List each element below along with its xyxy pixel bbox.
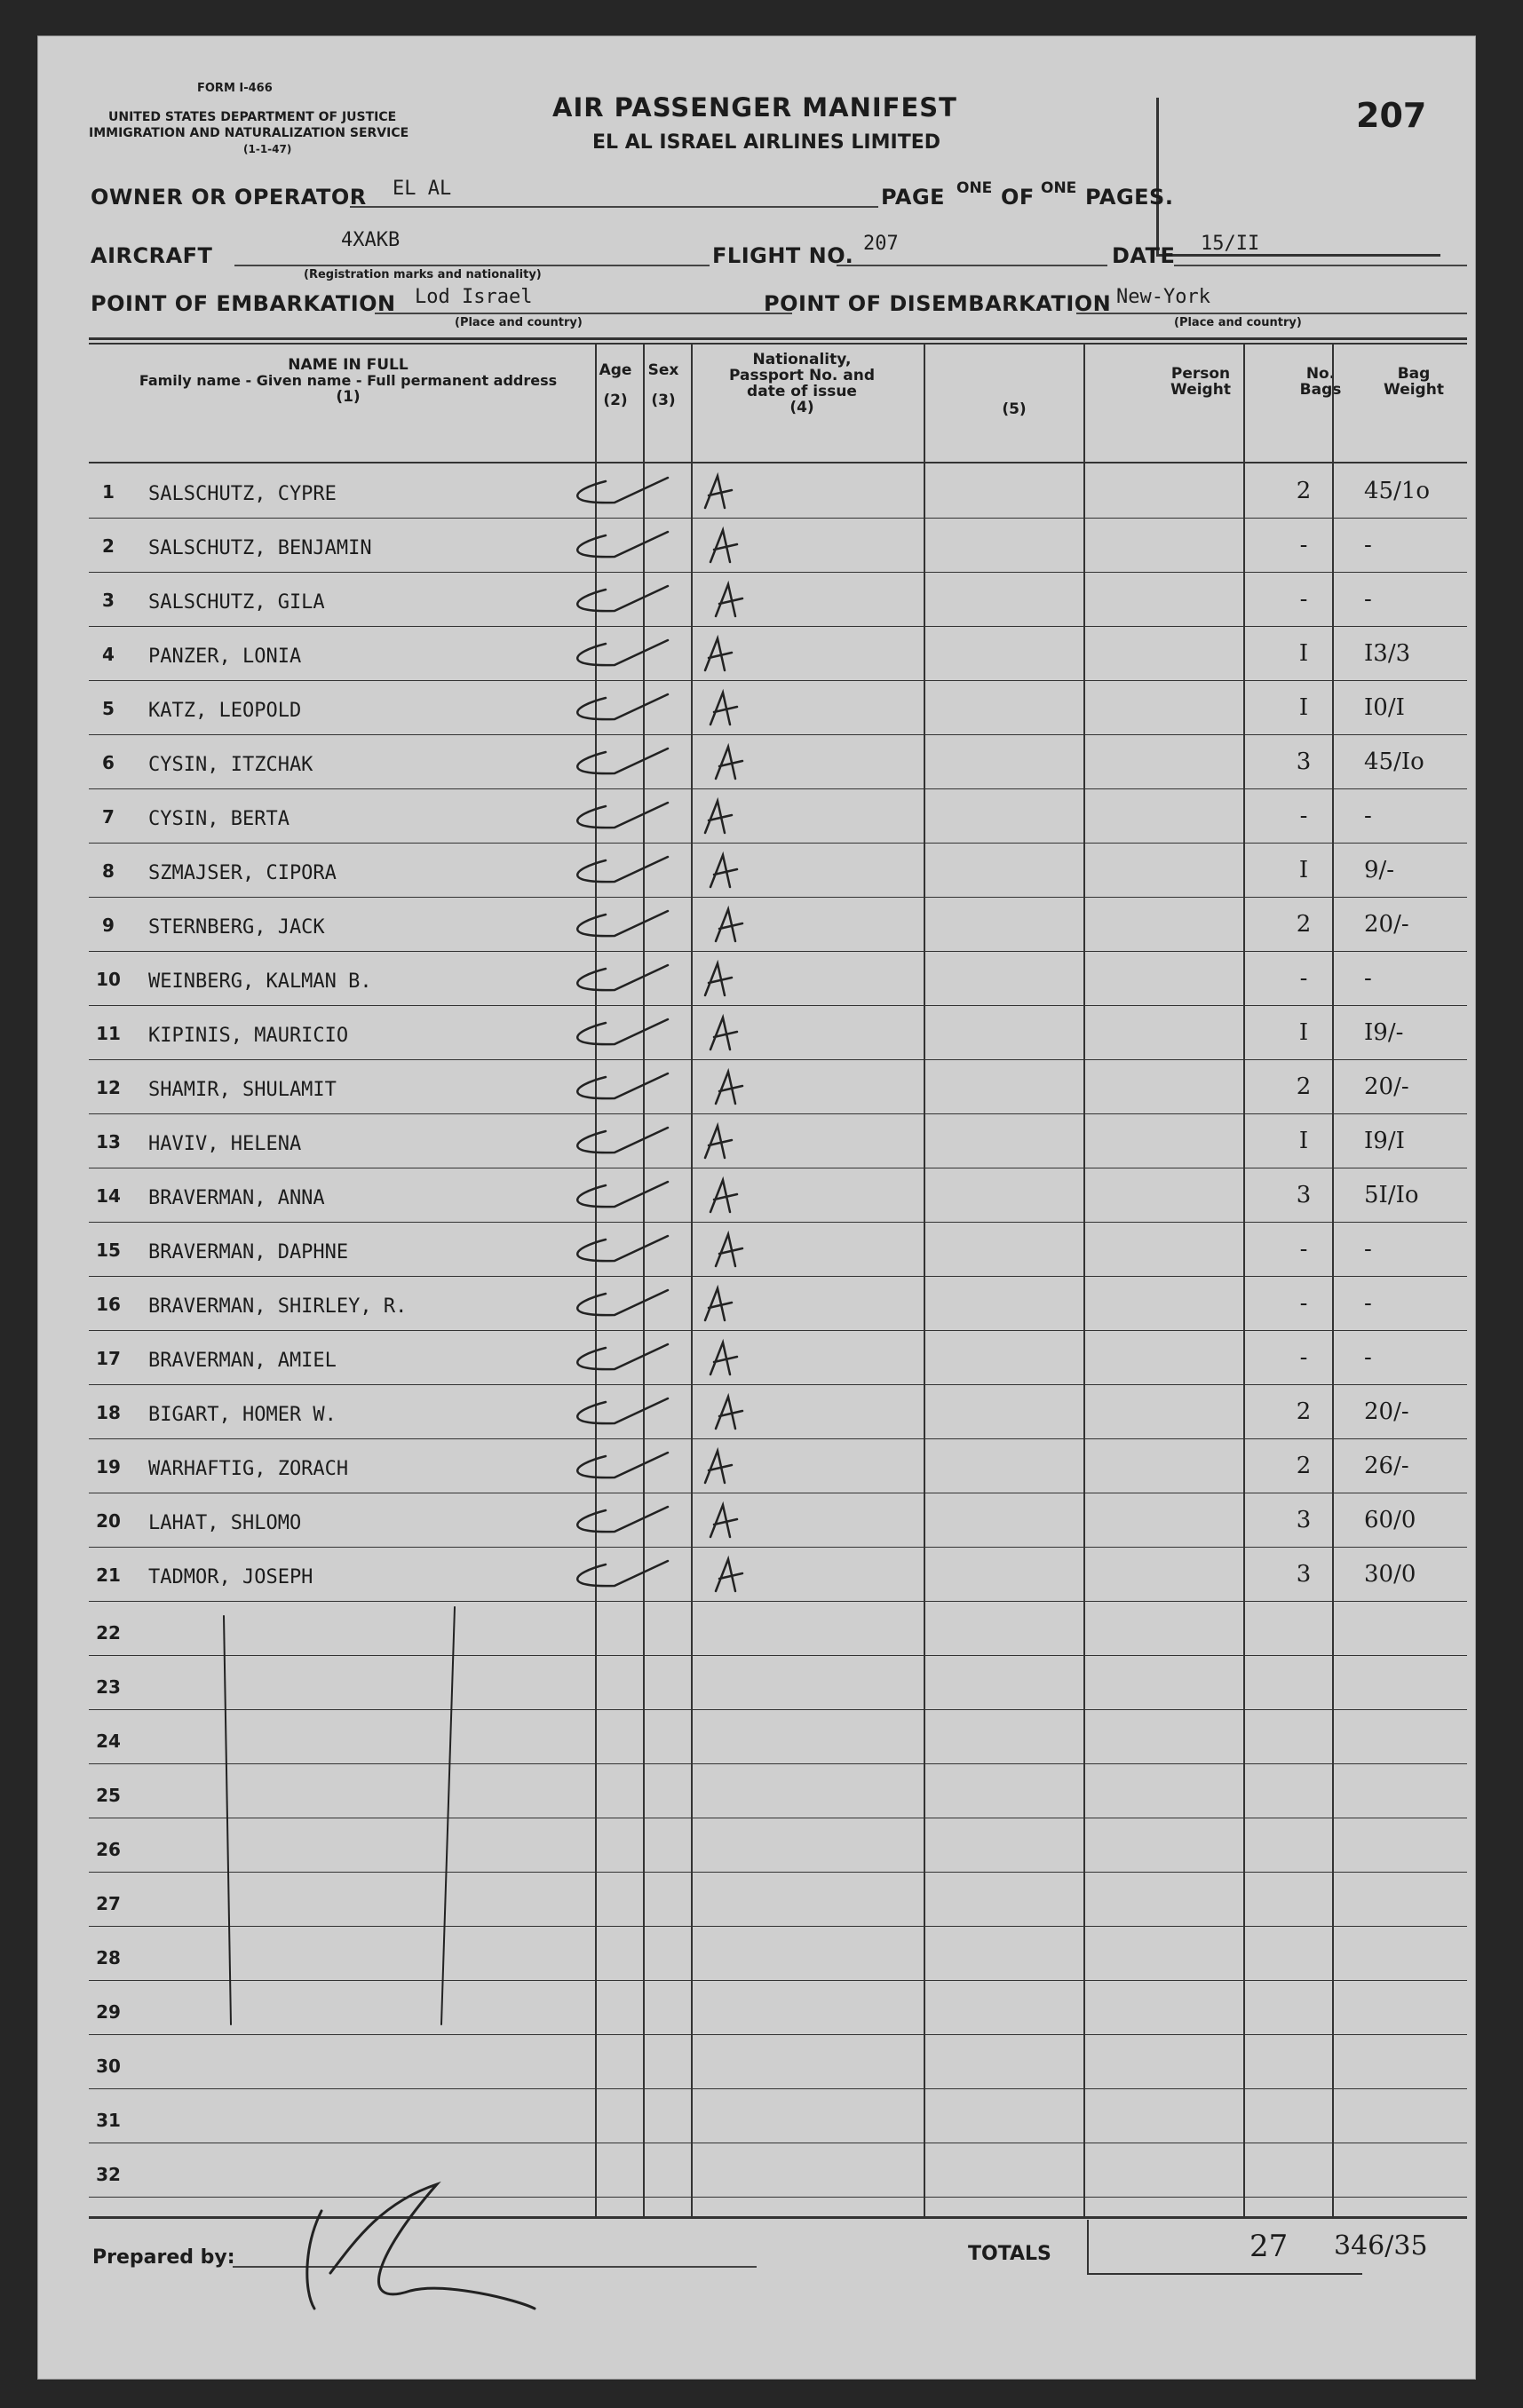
- person-weight-header: Person: [1170, 365, 1231, 383]
- nationality-mark: [716, 1072, 742, 1104]
- nationality-mark: [710, 1343, 737, 1374]
- row-number: 10: [96, 969, 121, 990]
- row-number: 9: [102, 915, 115, 936]
- total-bag-weight: 346/35: [1334, 2230, 1428, 2261]
- nationality-mark: [716, 747, 742, 779]
- bag-weight: 45/1o: [1364, 478, 1431, 504]
- bag-weight: -: [1364, 1290, 1372, 1317]
- nationality-col-header: Nationality,: [752, 351, 852, 368]
- row-number: 21: [96, 1564, 121, 1586]
- bag-count: I: [1298, 640, 1309, 667]
- row-number: 22: [96, 1622, 121, 1644]
- passenger-name: SHAMIR, SHULAMIT: [148, 1079, 337, 1101]
- bag-count: -: [1299, 1290, 1308, 1317]
- row-number: 17: [96, 1348, 121, 1369]
- bag-count: 2: [1296, 1073, 1312, 1100]
- nationality-mark: [710, 1018, 737, 1050]
- row-number: 32: [96, 2164, 121, 2185]
- passenger-name: CYSIN, BERTA: [148, 808, 290, 830]
- date-value: 15/II: [1201, 233, 1260, 255]
- check-mark: [577, 749, 668, 773]
- row-number: 3: [102, 590, 115, 611]
- check-mark: [577, 1507, 668, 1532]
- nationality-col-line3: date of issue: [747, 383, 857, 400]
- check-mark: [577, 1344, 668, 1369]
- check-mark: [577, 1182, 668, 1207]
- row-number: 7: [102, 806, 115, 828]
- name-col-header: NAME IN FULL: [288, 356, 409, 374]
- passenger-name: TADMOR, JOSEPH: [148, 1566, 313, 1588]
- nationality-mark: [716, 1397, 742, 1429]
- passenger-name: KATZ, LEOPOLD: [148, 700, 302, 722]
- bag-count: -: [1299, 1236, 1308, 1263]
- passenger-name: BIGART, HOMER W.: [148, 1404, 337, 1426]
- bag-count: 3: [1296, 749, 1312, 775]
- disembark-label: POINT OF DISEMBARKATION: [764, 291, 1112, 316]
- bag-count: -: [1299, 1344, 1308, 1371]
- disembark-value: New-York: [1116, 286, 1210, 308]
- bag-weight: 60/0: [1364, 1507, 1416, 1533]
- check-mark: [577, 1019, 668, 1044]
- nationality-mark: [705, 963, 732, 995]
- bag-count: -: [1299, 803, 1308, 829]
- bags-header-2: Bags: [1299, 381, 1342, 399]
- bag-weight: I9/I: [1364, 1128, 1405, 1154]
- bag-weight: -: [1364, 1236, 1372, 1263]
- passenger-name: SALSCHUTZ, BENJAMIN: [148, 537, 372, 559]
- signature-stroke: [307, 2211, 321, 2309]
- manifest-number: 207: [1356, 96, 1427, 135]
- bag-weight: 30/0: [1364, 1561, 1416, 1588]
- disembark-note: (Place and country): [1174, 316, 1302, 329]
- check-mark: [577, 1561, 668, 1586]
- bag-count: -: [1299, 532, 1308, 558]
- nationality-mark: [705, 638, 732, 670]
- row-number: 31: [96, 2110, 121, 2131]
- passenger-name: CYSIN, ITZCHAK: [148, 754, 313, 776]
- pages-label: PAGES.: [1085, 185, 1174, 210]
- date-label: DATE: [1112, 243, 1176, 268]
- bag-count: -: [1299, 965, 1308, 992]
- bag-count: I: [1298, 1019, 1309, 1046]
- bag-count: -: [1299, 586, 1308, 613]
- sex-col-header: Sex: [647, 361, 679, 379]
- person-weight-header-2: Weight: [1170, 381, 1231, 399]
- nationality-mark: [710, 855, 737, 887]
- nationality-mark: [710, 693, 737, 725]
- row-number: 19: [96, 1456, 121, 1477]
- check-mark: [577, 586, 668, 611]
- bag-count: 2: [1296, 478, 1312, 504]
- prepared-by-label: Prepared by:: [92, 2246, 235, 2269]
- form-number: FORM I-466: [197, 82, 273, 95]
- page-label: PAGE: [881, 185, 946, 210]
- handwritten-marks: [37, 36, 1476, 2380]
- of-value: ONE: [1041, 179, 1077, 197]
- row-number: 1: [102, 481, 115, 503]
- check-mark: [577, 803, 668, 828]
- bag-count: 3: [1296, 1507, 1312, 1533]
- nationality-mark: [710, 1180, 737, 1212]
- check-mark: [577, 1073, 668, 1098]
- sex-col-number: (3): [651, 392, 676, 409]
- row-number: 14: [96, 1185, 121, 1207]
- bag-count: 3: [1296, 1182, 1312, 1208]
- totals-label: TOTALS: [968, 2243, 1051, 2265]
- bag-weight: 20/-: [1364, 911, 1409, 938]
- page-value: ONE: [956, 179, 993, 197]
- signature-stroke: [330, 2184, 535, 2309]
- passenger-name: SALSCHUTZ, CYPRE: [148, 483, 337, 505]
- bag-weight: -: [1364, 965, 1372, 992]
- row-number: 23: [96, 1676, 121, 1698]
- nationality-mark: [716, 1559, 742, 1591]
- check-mark: [577, 911, 668, 936]
- passenger-name: BRAVERMAN, DAPHNE: [148, 1241, 349, 1263]
- passenger-name: BRAVERMAN, ANNA: [148, 1187, 325, 1209]
- passenger-name: STERNBERG, JACK: [148, 916, 325, 939]
- nationality-mark: [710, 1505, 737, 1537]
- passenger-name: SZMAJSER, CIPORA: [148, 862, 337, 884]
- nationality-mark: [716, 584, 742, 616]
- owner-value: EL AL: [393, 178, 452, 200]
- row-number: 29: [96, 2001, 121, 2023]
- row-number: 12: [96, 1077, 121, 1098]
- check-mark: [577, 532, 668, 557]
- name-col-number: (1): [336, 388, 361, 406]
- flight-value: 207: [863, 233, 899, 255]
- bag-count: I: [1298, 1128, 1309, 1154]
- passenger-name: BRAVERMAN, SHIRLEY, R.: [148, 1295, 408, 1318]
- bag-weight: 45/Io: [1364, 749, 1424, 775]
- embark-note: (Place and country): [455, 316, 583, 329]
- owner-label: OWNER OR OPERATOR: [91, 185, 367, 210]
- nationality-mark: [705, 801, 732, 833]
- row-number: 18: [96, 1402, 121, 1423]
- passenger-name: HAVIV, HELENA: [148, 1133, 302, 1155]
- aircraft-note: (Registration marks and nationality): [304, 268, 542, 281]
- age-col-number: (2): [603, 392, 628, 409]
- check-mark: [577, 694, 668, 719]
- passenger-name: WARHAFTIG, ZORACH: [148, 1458, 349, 1480]
- passenger-name: BRAVERMAN, AMIEL: [148, 1350, 337, 1372]
- nationality-col-number: (4): [789, 399, 814, 416]
- nationality-col-line2: Passport No. and: [728, 367, 875, 384]
- nationality-mark: [710, 530, 737, 562]
- bag-weight: 20/-: [1364, 1073, 1409, 1100]
- row-number: 15: [96, 1240, 121, 1261]
- row-number: 20: [96, 1510, 121, 1532]
- bag-weight: I3/3: [1364, 640, 1411, 667]
- flight-label: FLIGHT NO.: [712, 243, 854, 268]
- passenger-name: LAHAT, SHLOMO: [148, 1512, 302, 1534]
- bag-weight: -: [1364, 1344, 1372, 1371]
- bag-count: I: [1298, 857, 1309, 883]
- nationality-mark: [716, 909, 742, 941]
- check-mark: [577, 1290, 668, 1315]
- bag-weight: I0/I: [1364, 694, 1405, 721]
- bag-weight-header-2: Weight: [1384, 381, 1444, 399]
- row-number: 8: [102, 860, 115, 882]
- bag-count: I: [1298, 694, 1309, 721]
- check-mark: [577, 1128, 668, 1153]
- row-number: 30: [96, 2056, 121, 2077]
- row-number: 5: [102, 698, 115, 719]
- bag-count: 3: [1296, 1561, 1312, 1588]
- passenger-name: KIPINIS, MAURICIO: [148, 1025, 349, 1047]
- row-number: 27: [96, 1893, 121, 1914]
- row-number: 4: [102, 644, 115, 665]
- manifest-sheet: [37, 36, 1476, 2380]
- airline-name: EL AL ISRAEL AIRLINES LIMITED: [592, 131, 940, 154]
- check-mark: [577, 857, 668, 882]
- bag-weight: 9/-: [1364, 857, 1395, 883]
- agency-line1: UNITED STATES DEPARTMENT OF JUSTICE: [108, 110, 397, 124]
- form-date: (1-1-47): [243, 143, 292, 155]
- passenger-name: PANZER, LONIA: [148, 646, 302, 668]
- row-number: 13: [96, 1131, 121, 1153]
- bag-count: 2: [1296, 1398, 1312, 1425]
- row-number: 6: [102, 752, 115, 773]
- row-number: 26: [96, 1839, 121, 1860]
- bag-weight: 20/-: [1364, 1398, 1409, 1425]
- passenger-name: SALSCHUTZ, GILA: [148, 591, 325, 614]
- bag-count: 2: [1296, 911, 1312, 938]
- check-mark: [577, 965, 668, 990]
- manifest-title: AIR PASSENGER MANIFEST: [552, 92, 957, 123]
- check-mark: [577, 1453, 668, 1477]
- nationality-mark: [705, 476, 732, 508]
- bag-weight: I9/-: [1364, 1019, 1404, 1046]
- bag-weight: -: [1364, 532, 1372, 558]
- nationality-mark: [705, 1288, 732, 1320]
- bag-count: 2: [1296, 1453, 1312, 1479]
- bag-weight: 26/-: [1364, 1453, 1409, 1479]
- bag-weight: 5I/Io: [1364, 1182, 1419, 1208]
- aircraft-label: AIRCRAFT: [91, 243, 213, 268]
- nationality-mark: [716, 1234, 742, 1266]
- check-mark: [577, 640, 668, 665]
- nationality-mark: [705, 1126, 732, 1158]
- col5-header: (5): [1002, 400, 1027, 418]
- bags-header: No.: [1305, 365, 1336, 383]
- age-col-header: Age: [599, 361, 632, 379]
- row-number: 2: [102, 535, 115, 557]
- row-number: 24: [96, 1731, 121, 1752]
- embark-value: Lod Israel: [415, 286, 533, 308]
- row-number: 16: [96, 1294, 121, 1315]
- row-number: 25: [96, 1785, 121, 1806]
- bag-weight-header: Bag: [1397, 365, 1431, 383]
- nationality-mark: [705, 1451, 732, 1483]
- bag-weight: -: [1364, 803, 1372, 829]
- of-label: OF: [1001, 185, 1035, 210]
- aircraft-value: 4XAKB: [341, 229, 401, 251]
- bag-weight: -: [1364, 586, 1372, 613]
- check-mark: [577, 1236, 668, 1261]
- row-number: 11: [96, 1023, 121, 1044]
- passenger-name: WEINBERG, KALMAN B.: [148, 970, 372, 993]
- check-mark: [577, 1398, 668, 1423]
- total-bags: 27: [1249, 2229, 1289, 2264]
- embark-label: POINT OF EMBARKATION: [91, 291, 396, 316]
- agency-line2: IMMIGRATION AND NATURALIZATION SERVICE: [89, 126, 409, 140]
- row-number: 28: [96, 1947, 121, 1968]
- check-mark: [577, 478, 668, 503]
- name-col-subheader: Family name - Given name - Full permanent address: [139, 372, 558, 389]
